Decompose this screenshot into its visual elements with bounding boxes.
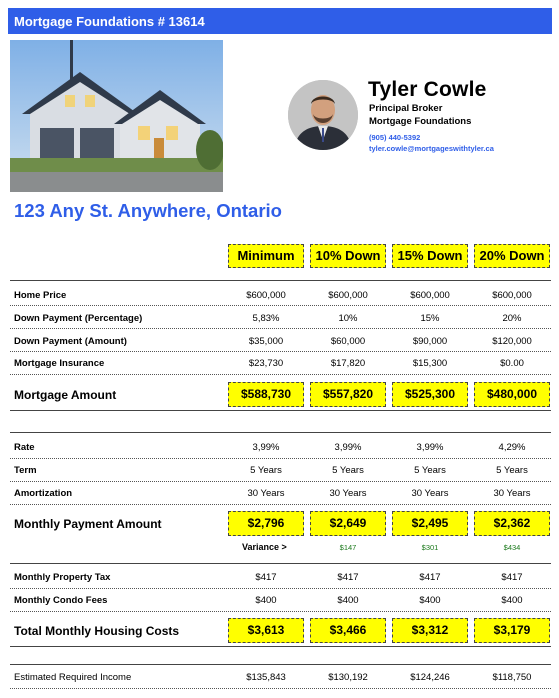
header-title: Mortgage Foundations # 13614 — [14, 14, 205, 29]
row-label: Monthly Payment Amount — [14, 517, 162, 531]
table-cell: $600,000 — [246, 290, 286, 301]
table-cell: 5 Years — [414, 465, 446, 476]
table-cell: $0.00 — [500, 358, 524, 369]
column-header-minimum: Minimum — [228, 244, 304, 268]
table-cell: $400 — [337, 595, 359, 606]
table-cell: 5 Years — [332, 465, 364, 476]
section-divider — [10, 646, 551, 647]
section-divider — [10, 563, 551, 564]
table-cell-highlight: $2,649 — [310, 511, 386, 536]
agent-company: Mortgage Foundations — [369, 116, 472, 127]
table-cell: $23,730 — [248, 358, 284, 369]
row-label: Home Price — [14, 290, 67, 301]
table-cell: $15,300 — [412, 358, 448, 369]
table-cell: 4,29% — [498, 442, 526, 453]
row-label: Estimated Required Income — [14, 672, 132, 683]
table-cell: 30 Years — [493, 488, 531, 499]
table-cell-highlight: $2,362 — [474, 511, 550, 536]
row-divider — [10, 351, 551, 352]
table-cell: $417 — [419, 572, 441, 583]
row-label: Down Payment (Amount) — [14, 336, 127, 347]
table-cell: $417 — [337, 572, 359, 583]
table-cell: 5 Years — [250, 465, 282, 476]
agent-name: Tyler Cowle — [368, 78, 487, 101]
header-bar — [8, 8, 552, 34]
table-cell: $35,000 — [248, 336, 284, 347]
table-cell: 3,99% — [252, 442, 280, 453]
section-divider — [10, 280, 551, 281]
table-cell: 5,83% — [252, 313, 280, 324]
table-row-highlight — [10, 618, 551, 643]
table-cell: 3,99% — [416, 442, 444, 453]
table-cell-highlight: $3,179 — [474, 618, 550, 643]
row-label: Rate — [14, 442, 35, 453]
table-row-highlight — [10, 382, 551, 407]
table-cell: 30 Years — [329, 488, 367, 499]
row-divider — [10, 688, 551, 689]
table-cell: 30 Years — [247, 488, 285, 499]
table-cell-highlight: $557,820 — [310, 382, 386, 407]
row-label: Mortgage Amount — [14, 388, 117, 402]
section-divider — [10, 432, 551, 433]
row-label: Amortization — [14, 488, 73, 499]
row-divider — [10, 504, 551, 505]
variance-value: $147 — [339, 543, 357, 552]
house-photo — [10, 40, 223, 192]
table-cell: $124,246 — [410, 672, 450, 683]
table-cell: $400 — [419, 595, 441, 606]
row-label: Mortgage Insurance — [14, 358, 105, 369]
row-divider — [10, 374, 551, 375]
section-divider — [10, 664, 551, 665]
table-cell: $135,843 — [246, 672, 286, 683]
table-cell: $600,000 — [328, 290, 368, 301]
row-divider — [10, 458, 551, 459]
table-cell: $417 — [255, 572, 277, 583]
row-label: Term — [14, 465, 37, 476]
row-label: Monthly Property Tax — [14, 572, 111, 583]
table-cell-highlight: $3,613 — [228, 618, 304, 643]
column-header-10-down: 10% Down — [310, 244, 386, 268]
table-cell-highlight: $3,466 — [310, 618, 386, 643]
row-label: Down Payment (Percentage) — [14, 313, 143, 324]
table-cell-highlight: $588,730 — [228, 382, 304, 407]
agent-phone[interactable]: (905) 440-5392 — [369, 133, 421, 142]
table-cell-highlight: $2,495 — [392, 511, 468, 536]
table-cell-highlight: $2,796 — [228, 511, 304, 536]
agent-email[interactable]: tyler.cowle@mortgageswithtyler.ca — [369, 144, 494, 153]
section-divider — [10, 410, 551, 411]
table-cell: 10% — [338, 313, 358, 324]
variance-label: Variance > — [242, 542, 287, 552]
row-divider — [10, 328, 551, 329]
agent-portrait — [288, 80, 358, 150]
table-cell: $400 — [255, 595, 277, 606]
row-label: Total Monthly Housing Costs — [14, 624, 180, 638]
row-divider — [10, 588, 551, 589]
table-cell: $90,000 — [412, 336, 448, 347]
table-cell-highlight: $3,312 — [392, 618, 468, 643]
table-cell: $17,820 — [330, 358, 366, 369]
table-cell: $130,192 — [328, 672, 368, 683]
row-label: Monthly Condo Fees — [14, 595, 108, 606]
property-address: 123 Any St. Anywhere, Ontario — [14, 200, 282, 221]
table-cell: $417 — [501, 572, 523, 583]
variance-value: $434 — [503, 543, 521, 552]
variance-value: $301 — [421, 543, 439, 552]
table-cell: $118,750 — [492, 672, 532, 683]
table-cell: 3,99% — [334, 442, 362, 453]
table-cell: 15% — [420, 313, 440, 324]
table-cell: $60,000 — [330, 336, 366, 347]
table-cell: $400 — [501, 595, 523, 606]
table-cell-highlight: $525,300 — [392, 382, 468, 407]
column-header-15-down: 15% Down — [392, 244, 468, 268]
row-divider — [10, 611, 551, 612]
table-cell-highlight: $480,000 — [474, 382, 550, 407]
table-cell: $600,000 — [492, 290, 532, 301]
table-cell: $600,000 — [410, 290, 450, 301]
table-cell: 30 Years — [411, 488, 449, 499]
table-cell: 20% — [502, 313, 522, 324]
table-cell: $120,000 — [492, 336, 532, 347]
agent-title: Principal Broker — [369, 103, 443, 114]
table-cell: 5 Years — [496, 465, 528, 476]
row-divider — [10, 481, 551, 482]
table-row-highlight — [10, 511, 551, 536]
column-header-20-down: 20% Down — [474, 244, 550, 268]
row-divider — [10, 305, 551, 306]
